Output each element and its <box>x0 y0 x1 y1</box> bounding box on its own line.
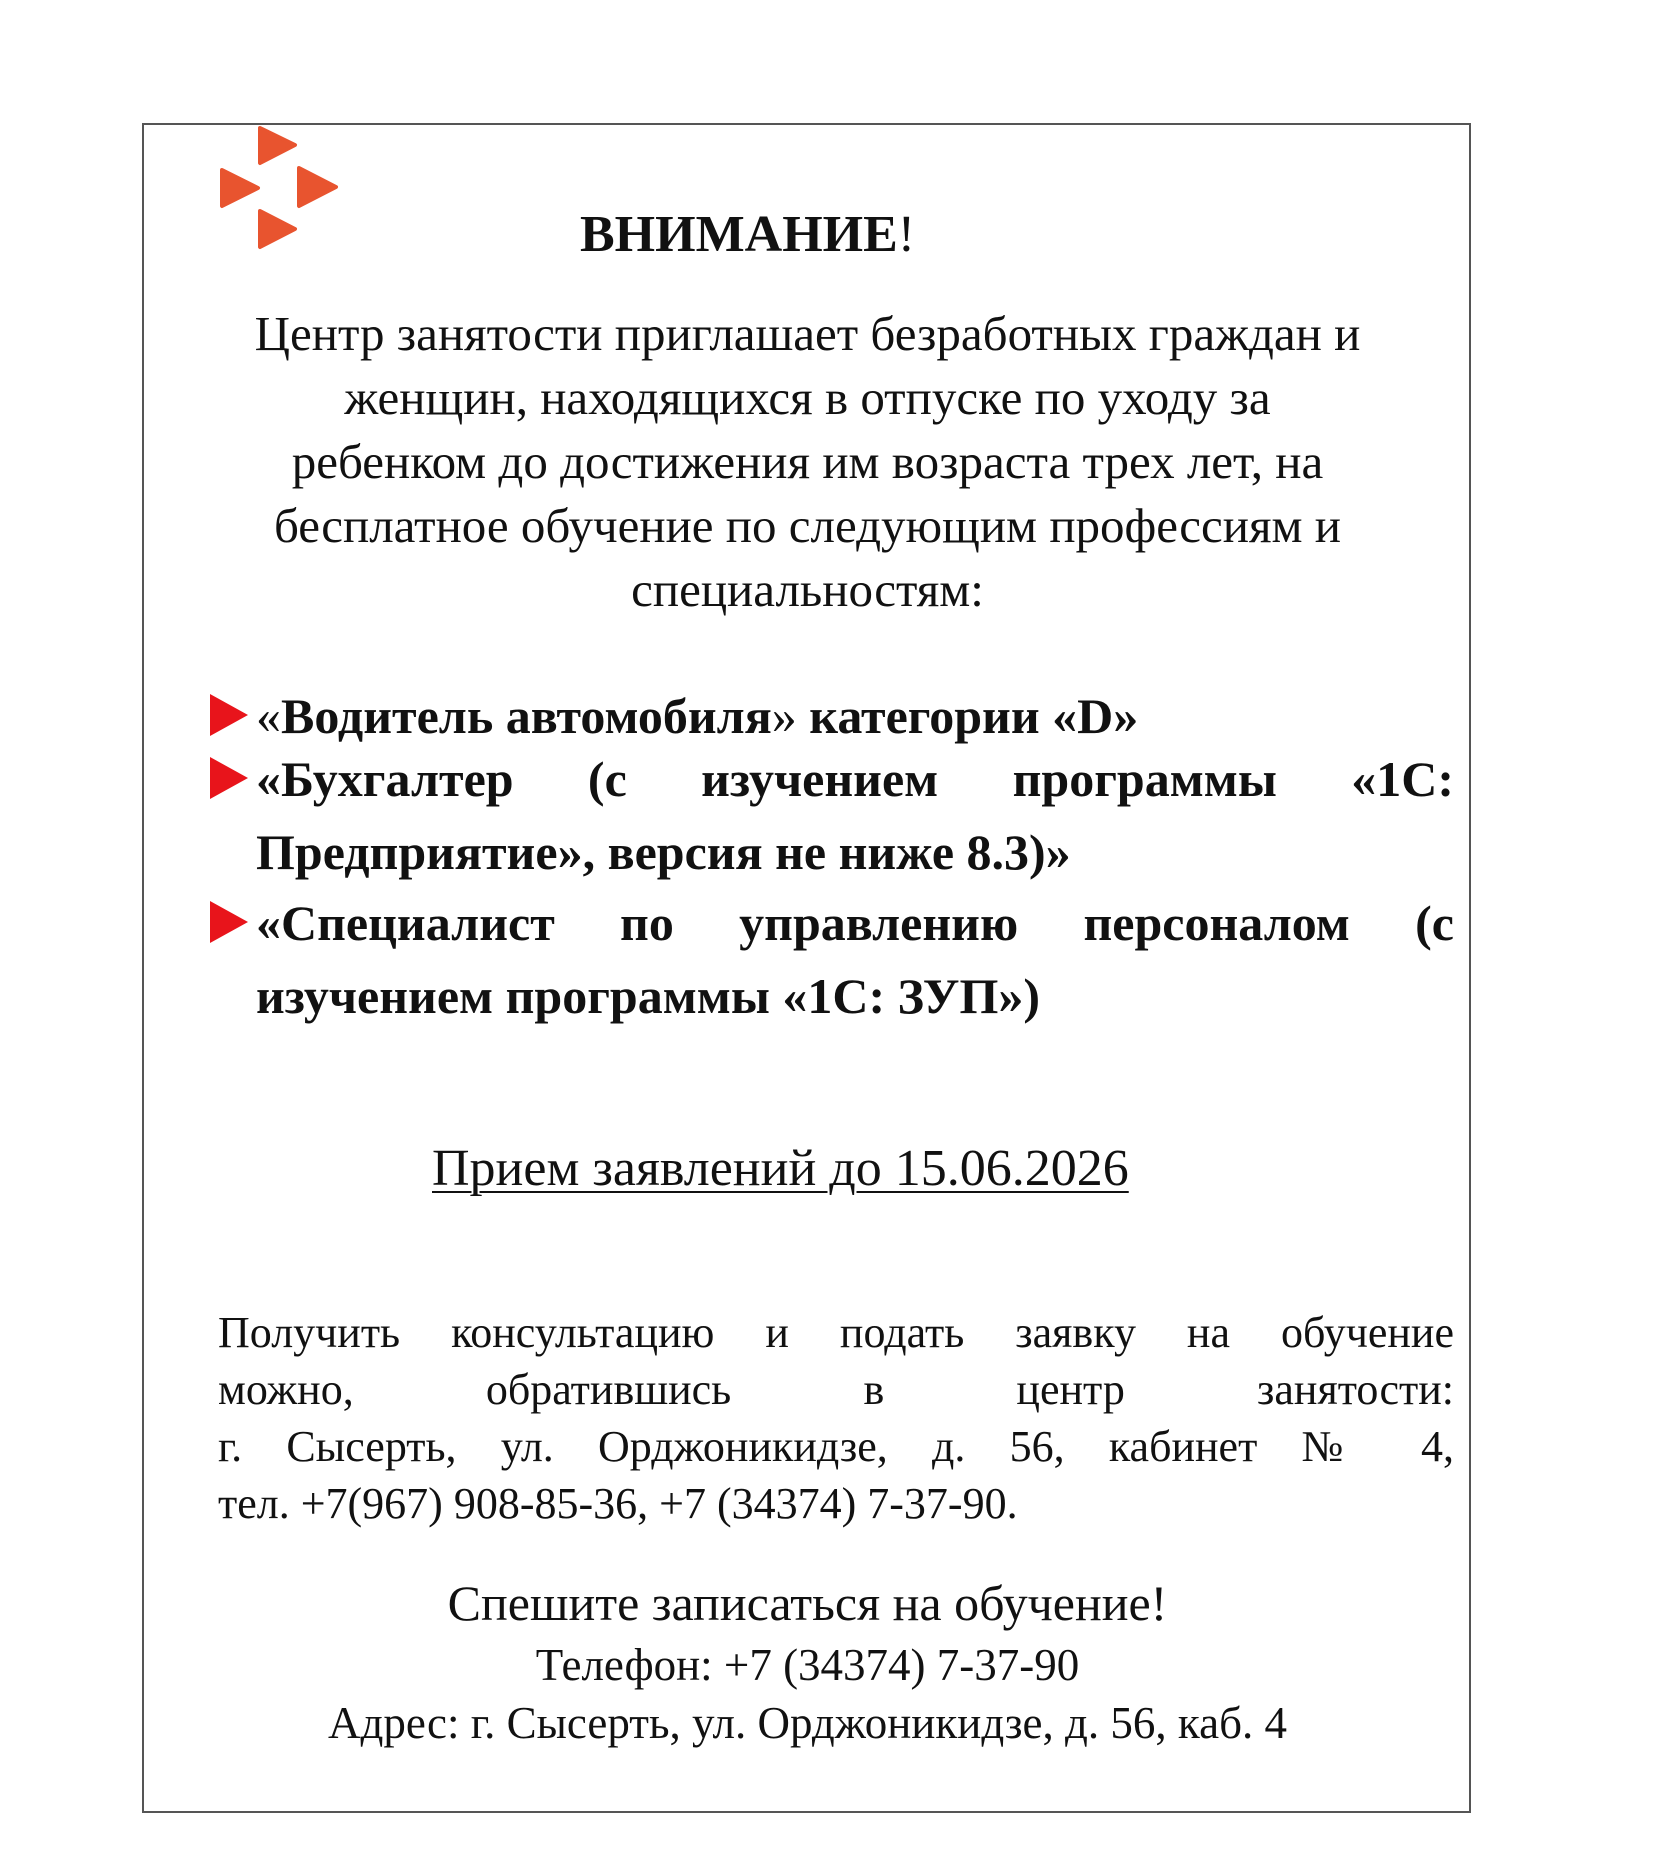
intro-line: ребенком до достижения им возраста трех лет, на <box>291 434 1324 489</box>
application-deadline: Прием заявлений до 15.06.2026 <box>432 1140 1129 1197</box>
profession-item-hr-specialist-continued: изучением программы «1С: ЗУП») <box>256 968 1041 1024</box>
profession-item-driver: «Водитель автомобиля» категории «D» <box>256 688 1139 744</box>
intro-line: Центр занятости приглашает безработных граждан и <box>254 306 1361 361</box>
contact-line: можно, обратившись в центр занятости: <box>218 1365 1454 1414</box>
red-triangle-bullet-icon <box>210 901 248 943</box>
red-triangle-bullet-icon <box>210 694 248 736</box>
notice-title: ВНИМАНИЕ! <box>580 206 916 263</box>
profession-item-accountant-continued: Предприятие», версия не ниже 8.3)» <box>256 824 1071 880</box>
profession-item-accountant: «Бухгалтер (с изучением программы «1С: <box>256 751 1454 807</box>
closing-address: Адрес: г. Сысерть, ул. Орджоникидзе, д. 56, каб. 4 <box>328 1698 1287 1748</box>
intro-line: специальностям: <box>631 562 984 617</box>
closing-phone: Телефон: +7 (34374) 7-37-90 <box>535 1640 1080 1690</box>
contact-phone-line: тел. +7(967) 908-85-36, +7 (34374) 7-37-90. <box>218 1479 1018 1528</box>
contact-address-line: г. Сысерть, ул. Орджоникидзе, д. 56, кабинет № 4, <box>218 1422 1454 1471</box>
intro-line: бесплатное обучение по следующим профессиям и <box>274 498 1341 553</box>
red-triangle-bullet-icon <box>210 757 248 799</box>
closing-slogan: Спешите записаться на обучение! <box>447 1575 1168 1631</box>
contact-line: Получить консультацию и подать заявку на обучение <box>218 1308 1454 1357</box>
intro-line: женщин, находящихся в отпуске по уходу за <box>344 370 1271 425</box>
profession-item-hr-specialist: «Специалист по управлению персоналом (с <box>256 895 1454 951</box>
